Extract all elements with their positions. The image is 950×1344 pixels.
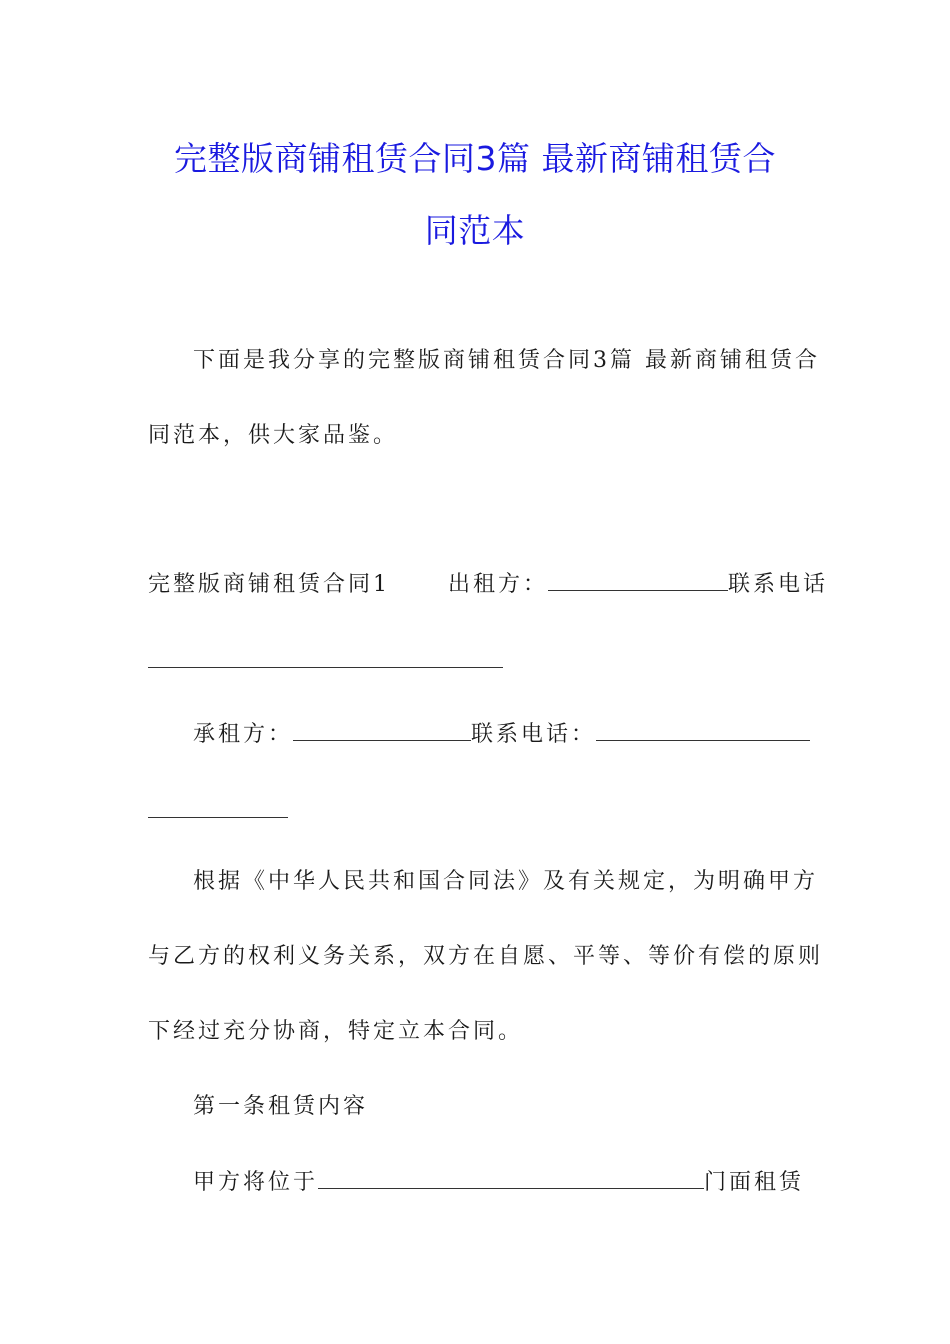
shop-address-blank (318, 1166, 704, 1189)
lessee-phone-blank-cont (148, 817, 288, 818)
intro-line-2: 同范本，供大家品鉴。 (148, 423, 399, 448)
lessor-phone-blank (148, 667, 503, 668)
lessee-name-blank (293, 718, 471, 741)
contract-heading: 完整版商铺租赁合同1 (148, 572, 390, 597)
lessee-line (193, 718, 808, 750)
basis-line-3: 下经过充分协商，特定立本合同。 (148, 1019, 524, 1044)
contract-heading-line (148, 568, 829, 600)
lessee-phone-blank (596, 718, 810, 741)
basis-line-1: 根据《中华人民共和国合同法》及有关规定，为明确甲方 (193, 869, 819, 894)
article-1-heading: 第一条租赁内容 (193, 1094, 369, 1119)
intro-line-1: 下面是我分享的完整版商铺租赁合同3篇 最新商铺租赁合 (193, 348, 820, 373)
lessor-name-blank (548, 568, 728, 591)
document-title-line-2: 同范本 (424, 211, 526, 250)
article-1-text (193, 1166, 808, 1198)
lessor-label: 出租方： (448, 572, 549, 597)
basis-line-2: 与乙方的权利义务关系，双方在自愿、平等、等价有偿的原则 (148, 944, 824, 969)
lessee-phone-label: 联系电话： (471, 722, 597, 747)
article-1-text-start: 甲方将位于 (193, 1170, 319, 1195)
lessor-phone-label: 联系电话 (728, 572, 829, 597)
lessee-label: 承租方： (193, 722, 294, 747)
document-title-line-1: 完整版商铺租赁合同3篇 最新商铺租赁合 (174, 139, 776, 178)
article-1-text-end: 门面租赁 (704, 1170, 805, 1195)
